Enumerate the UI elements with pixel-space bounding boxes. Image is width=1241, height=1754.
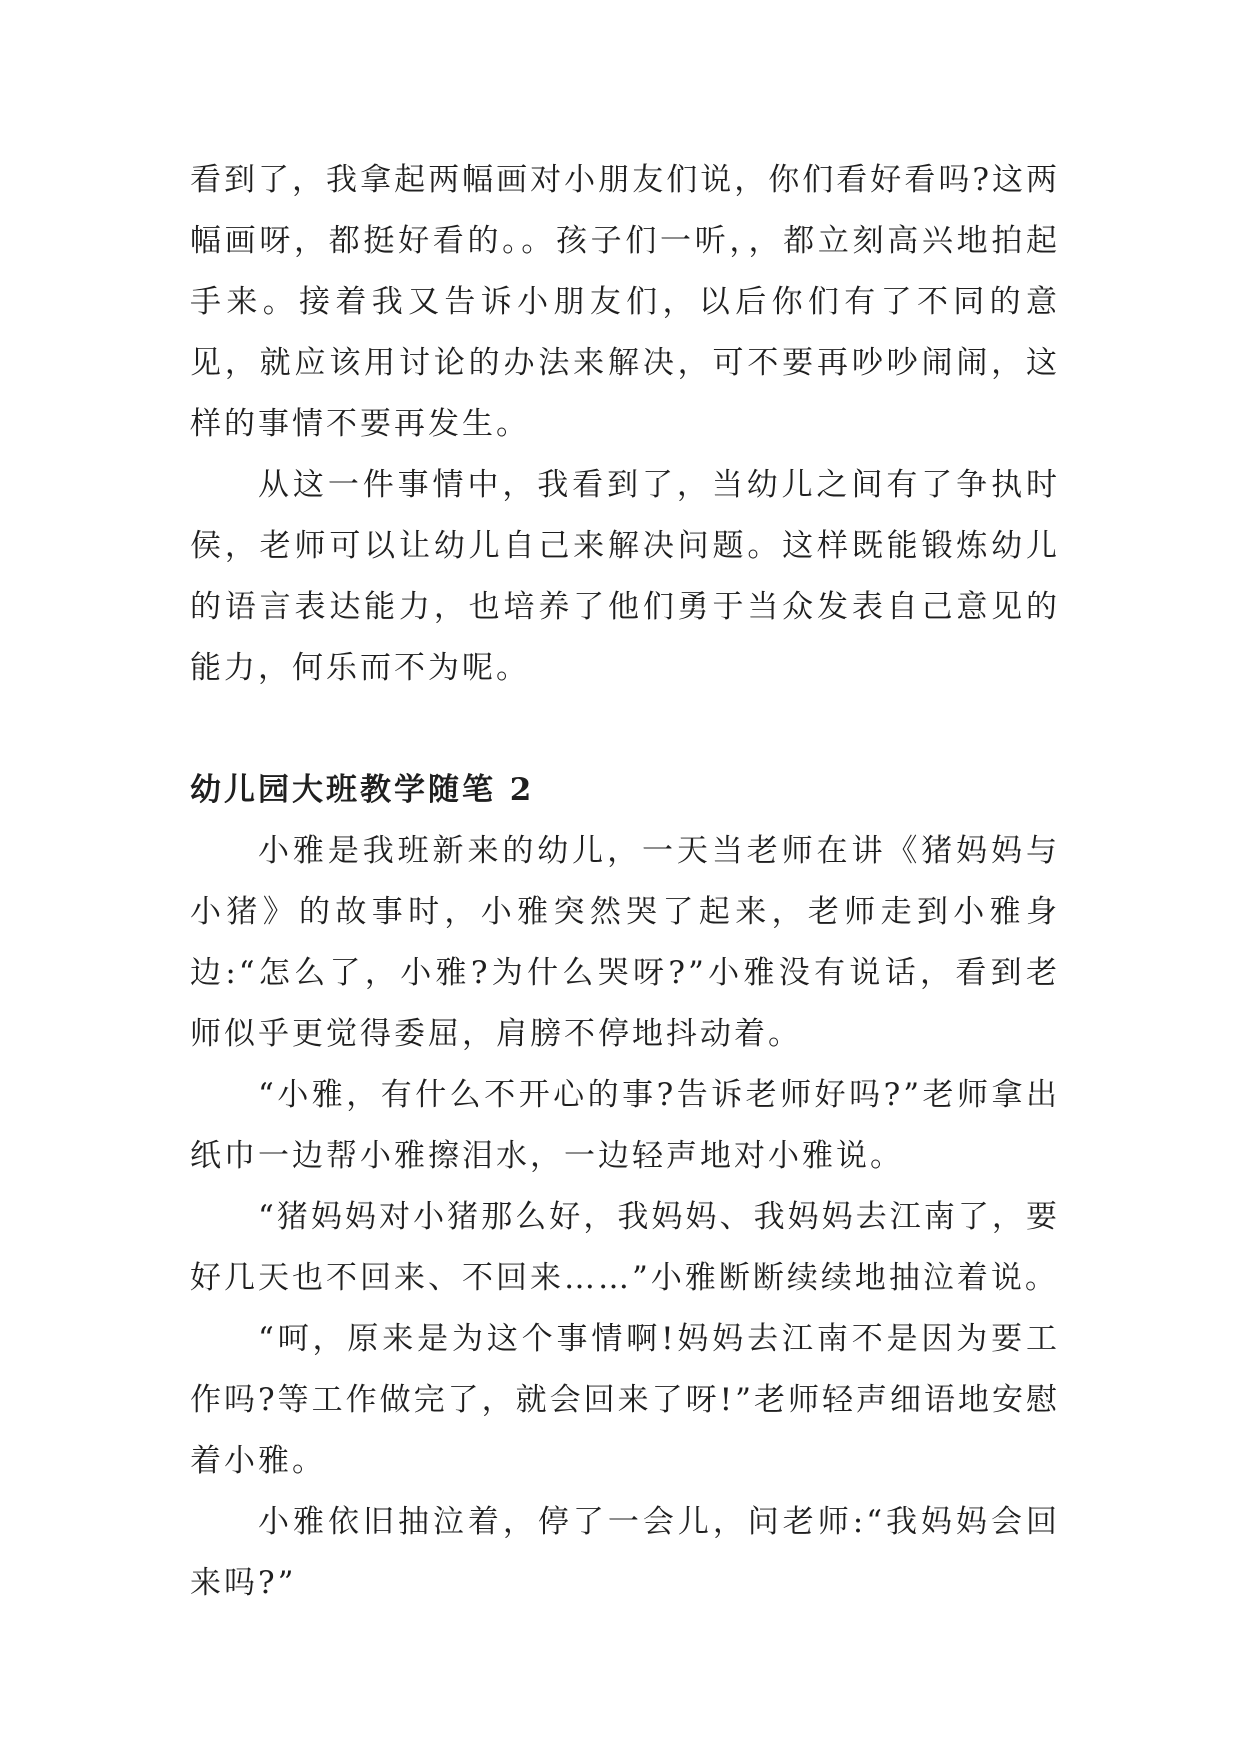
paragraph: “呵，原来是为这个事情啊!妈妈去江南不是因为要工作吗?等工作做完了，就会回来了呀!”老师轻声细语地安慰着小雅。 bbox=[190, 1321, 1060, 1479]
paragraph: 从这一件事情中，我看到了，当幼儿之间有了争执时侯，老师可以让幼儿自己来解决问题。这样既能锻炼幼儿的语言表达能力，也培养了他们勇于当众发表自己意见的能力，何乐而不为呢。 bbox=[190, 467, 1060, 686]
section-gap bbox=[190, 699, 1060, 760]
paragraph: “猪妈妈对小猪那么好，我妈妈、我妈妈去江南了，要好几天也不回来、不回来……”小雅断断续续地抽泣着说。 bbox=[190, 1199, 1060, 1296]
document-page bbox=[190, 150, 1060, 1614]
paragraph: 小雅是我班新来的幼儿，一天当老师在讲《猪妈妈与小猪》的故事时，小雅突然哭了起来，老师走到小雅身边:“怎么了，小雅?为什么哭呀?”小雅没有说话，看到老师似乎更觉得委屈，肩膀不停地抖动着。 bbox=[190, 833, 1060, 1052]
paragraph: 小雅依旧抽泣着，停了一会儿，问老师:“我妈妈会回来吗?” bbox=[190, 1504, 1060, 1601]
section-title: 幼儿园大班教学随笔 2 bbox=[190, 772, 535, 808]
paragraph: “小雅，有什么不开心的事?告诉老师好吗?”老师拿出纸巾一边帮小雅擦泪水，一边轻声地对小雅说。 bbox=[190, 1077, 1060, 1174]
paragraph: 看到了，我拿起两幅画对小朋友们说，你们看好看吗?这两幅画呀，都挺好看的。。孩子们一听，，都立刻高兴地拍起手来。接着我又告诉小朋友们，以后你们有了不同的意见，就应该用讨论的办法来解决，可不要再吵吵闹闹，这样的事情不要再发生。 bbox=[190, 162, 1060, 442]
